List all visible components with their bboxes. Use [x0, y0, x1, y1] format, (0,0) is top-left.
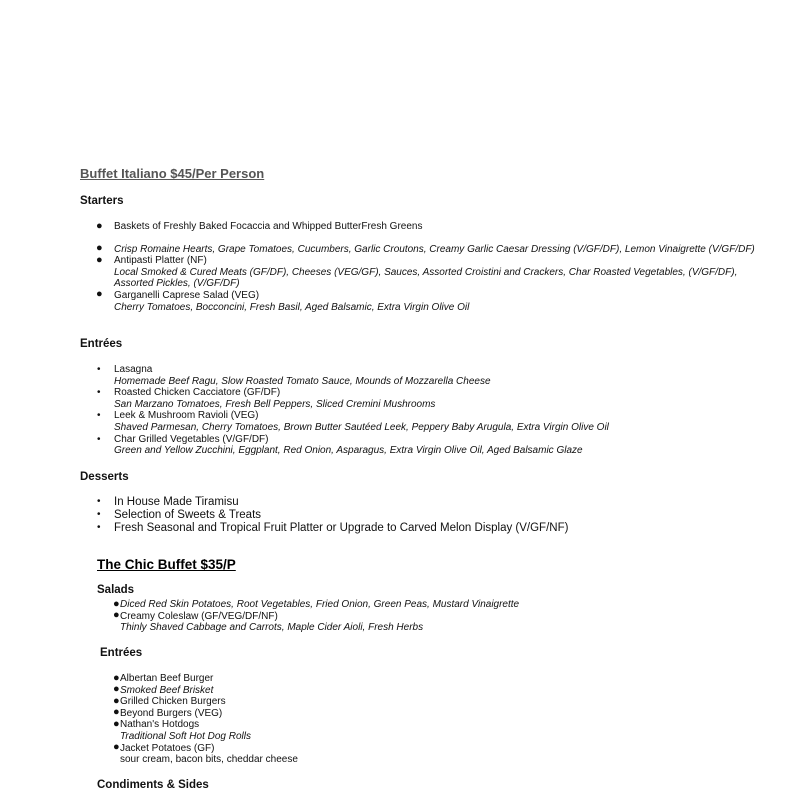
item-name: Selection of Sweets & Treats: [114, 508, 262, 521]
item-description: Green and Yellow Zucchini, Eggplant, Red Onion, Asparagus, Extra Virgin Olive Oil, Aged Balsamic Glaze: [114, 445, 583, 457]
item-description: Crisp Romaine Hearts, Grape Tomatoes, Cucumbers, Garlic Croutons, Creamy Garlic Caesar Dressing (V/GF/DF), Lemon Vinaigrette (V/GF/DF): [114, 243, 755, 255]
list-item: [97, 719, 757, 742]
starters-list: [80, 221, 760, 313]
list-item: [80, 434, 760, 457]
bullet-icon: ●: [96, 219, 103, 232]
item-description: Homemade Beef Ragu, Slow Roasted Tomato Sauce, Mounds of Mozzarella Cheese: [114, 375, 491, 387]
bullet-icon: ●: [113, 597, 120, 610]
item-description: Diced Red Skin Potatoes, Root Vegetables, Fried Onion, Green Peas, Mustard Vinaigrette: [120, 599, 520, 610]
section-heading-entrees: Entrées: [80, 338, 123, 350]
item-description: Cherry Tomatoes, Bocconcini, Fresh Basil, Aged Balsamic, Extra Virgin Olive Oil: [114, 301, 470, 313]
list-item: [80, 290, 760, 313]
list-item: [80, 496, 780, 509]
item-description: Thinly Shaved Cabbage and Carrots, Maple Cider Aioli, Fresh Herbs: [120, 622, 424, 634]
bullet-icon: ●: [96, 288, 103, 301]
bullet-icon: ●: [113, 609, 120, 622]
list-item: [80, 522, 780, 535]
bullet-icon: •: [97, 521, 101, 533]
item-name: Smoked Beef Brisket: [120, 684, 214, 696]
chic-entrees-list: [97, 673, 757, 766]
section-heading-salads: Salads: [97, 584, 135, 596]
item-name: Nathan's Hotdogs: [120, 719, 200, 731]
section-heading-condiments-sides: Condiments & Sides: [97, 779, 209, 791]
item-name: Creamy Coleslaw (GF/VEG/DF/NF): [120, 610, 278, 622]
bullet-icon: •: [97, 508, 101, 520]
list-item: [97, 673, 757, 685]
item-name: Grilled Chicken Burgers: [120, 696, 226, 708]
list-item: [97, 696, 757, 708]
list-item: [80, 410, 760, 433]
item-description: Local Smoked & Cured Meats (GF/DF), Cheeses (VEG/GF), Sauces, Assorted Croistini and Crackers, Char Roasted Vegetables, (V/GF/DF), Assorted Pickles, (V/GF/DF): [114, 266, 738, 290]
list-item: [80, 255, 760, 290]
list-item: [80, 364, 760, 387]
list-item: [80, 244, 760, 256]
bullet-icon: •: [97, 410, 101, 422]
section-heading-starters: Starters: [80, 195, 124, 207]
item-description: Shaved Parmesan, Cherry Tomatoes, Brown Butter Sautéed Leek, Peppery Baby Arugula, Extra Virgin Olive Oil: [114, 421, 609, 433]
section-heading-desserts: Desserts: [80, 471, 129, 483]
entrees-list: [80, 364, 760, 457]
menu-title-buffet-italiano: Buffet Italiano $45/Per Person: [80, 166, 265, 181]
item-name: Lasagna: [114, 364, 153, 375]
list-item: [97, 708, 757, 720]
bullet-icon: ●: [113, 706, 120, 719]
bullet-icon: •: [97, 496, 101, 507]
section-heading-chic-entrees: Entrées: [100, 647, 143, 659]
item-description: San Marzano Tomatoes, Fresh Bell Peppers, Sliced Cremini Mushrooms: [114, 398, 436, 410]
list-item: [97, 685, 757, 697]
item-description: sour cream, bacon bits, cheddar cheese: [120, 754, 298, 766]
menu-title-chic-buffet: The Chic Buffet $35/P: [97, 557, 236, 572]
item-name: Baskets of Freshly Baked Focaccia and Whipped ButterFresh Greens: [114, 221, 423, 232]
item-name: Albertan Beef Burger: [120, 673, 214, 684]
list-item: [80, 387, 760, 410]
item-name: Beyond Burgers (VEG): [120, 707, 223, 719]
bullet-icon: ●: [113, 671, 120, 684]
list-item: [97, 743, 757, 766]
item-name: In House Made Tiramisu: [114, 496, 239, 508]
item-name: Leek & Mushroom Ravioli (VEG): [114, 410, 259, 422]
item-name: Jacket Potatoes (GF): [120, 742, 215, 754]
item-name: Fresh Seasonal and Tropical Fruit Platter or Upgrade to Carved Melon Display (V/GF/NF): [114, 521, 569, 534]
bullet-icon: ●: [96, 242, 103, 255]
item-name: Char Grilled Vegetables (V/GF/DF): [114, 433, 269, 445]
list-item: [80, 509, 780, 522]
desserts-list: [80, 496, 780, 534]
bullet-icon: ●: [96, 253, 103, 266]
item-description: Traditional Soft Hot Dog Rolls: [120, 730, 251, 742]
bullet-icon: ●: [113, 717, 120, 730]
list-item: [97, 611, 757, 634]
salads-list: [97, 599, 757, 634]
item-name: Roasted Chicken Cacciatore (GF/DF): [114, 387, 281, 399]
item-name: Garganelli Caprese Salad (VEG): [114, 289, 260, 301]
item-name: Antipasti Platter (NF): [114, 255, 207, 267]
list-item: [97, 599, 757, 611]
bullet-icon: ●: [113, 741, 120, 754]
bullet-icon: •: [97, 364, 101, 375]
bullet-icon: ●: [113, 694, 120, 707]
bullet-icon: •: [97, 433, 101, 445]
bullet-icon: ●: [113, 683, 120, 696]
bullet-icon: •: [97, 387, 101, 399]
list-item: [80, 221, 760, 233]
